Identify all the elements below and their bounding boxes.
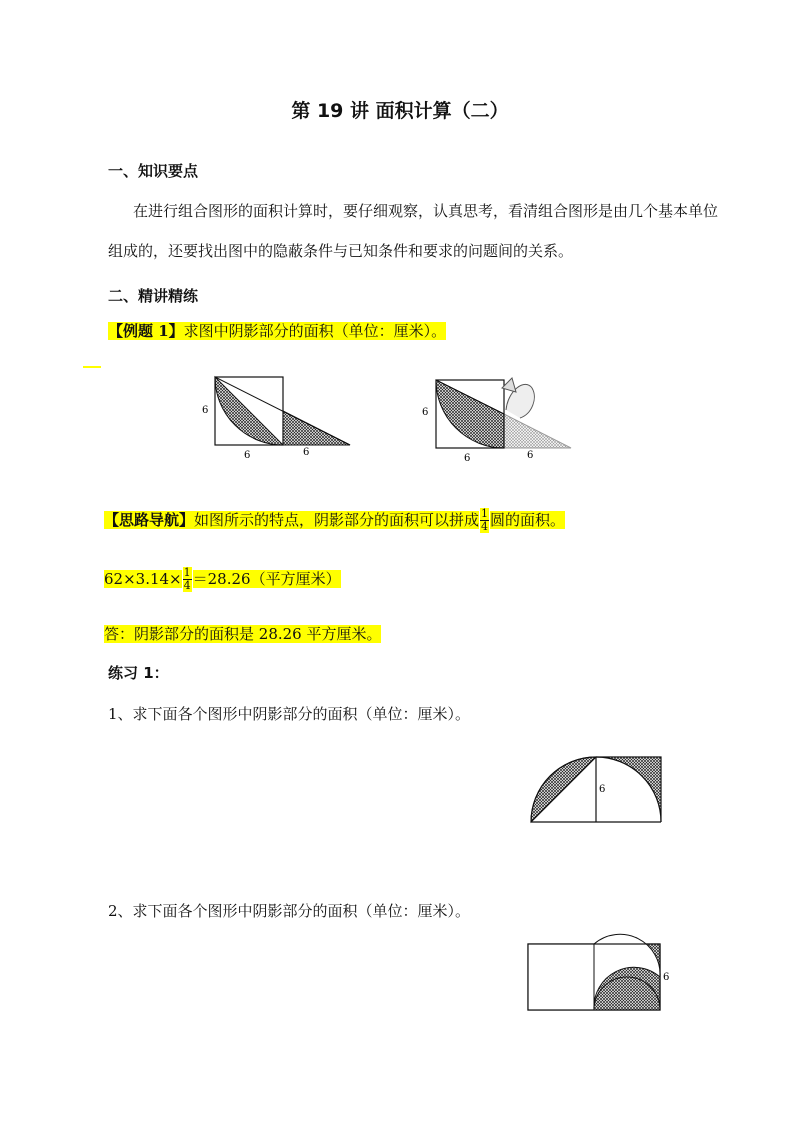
page-title: 第 19 讲 面积计算（二） [291,100,509,122]
solution-line [104,508,565,533]
fig-a-left-label: 6 [202,405,209,416]
highlight-mark [83,366,101,368]
solution-text-before: 如图所示的特点，阴影部分的面积可以拼成 [194,510,480,529]
section-heading-key-points: 一、知识要点 [108,162,199,180]
formula-line [104,567,341,592]
example-1-figure-a [200,374,360,464]
fig-b-bottom-label-2: 6 [527,450,534,461]
fig-b-bottom-label-1: 6 [464,453,471,464]
practice-question-2: 2、求下面各个图形中阴影部分的面积（单位：厘米）。 [108,902,471,920]
practice-2-label: 6 [663,972,670,983]
practice-2-figure [526,942,676,1014]
fig-b-left-label: 6 [422,407,429,418]
intro-paragraph-line-1: 在进行组合图形的面积计算时，要仔细观察，认真思考，看清组合图形是由几个基本单位 [133,202,719,220]
example-1-figure-b [420,370,580,465]
practice-question-1: 1、求下面各个图形中阴影部分的面积（单位：厘米）。 [108,705,471,723]
example-1-tag: 【例题 1】 [108,322,184,340]
formula-before: 62×3.14× [104,569,182,588]
practice-1-label: 6 [599,784,606,795]
practice-1-figure [528,752,664,826]
intro-paragraph-line-2: 组成的，还要找出图中的隐蔽条件与已知条件和要求的问题间的关系。 [108,242,574,260]
practice-heading: 练习 1： [108,664,169,682]
section-heading-practice: 二、精讲精练 [108,287,199,305]
formula-after: ＝28.26（平方厘米） [192,569,341,588]
example-1-question: 求图中阴影部分的面积（单位：厘米）。 [183,322,447,340]
fraction-quarter: $\frac{1}{4}$ [481,507,489,533]
answer-text: 答：阴影部分的面积是 28.26 平方厘米。 [104,625,382,643]
solution-text-after: 圆的面积。 [490,510,566,529]
fig-a-bottom-label-2: 6 [303,447,310,458]
answer-line [104,623,381,644]
formula-fraction: $\frac{1}{4}$ [183,566,191,592]
solution-tag: 【思路导航】 [104,510,195,529]
fig-a-bottom-label-1: 6 [244,450,251,461]
example-1-line [108,320,446,341]
